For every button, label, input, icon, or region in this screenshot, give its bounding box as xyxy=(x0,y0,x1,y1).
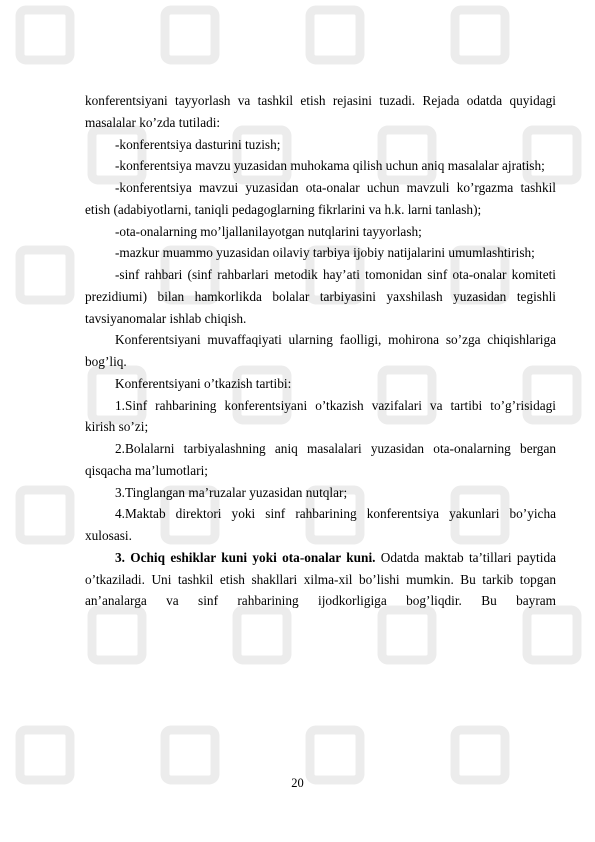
list-item-recommendations: -sinf rahbari (sinf rahbarlari metodik hay’ati tomonidan sinf ota-onalar komiteti prezidiumi) bilan hamkorlikda bolalar tarbiyasini yaxshilash yuzasidan tegishli tavsiyanomalar ishlab chiqish. xyxy=(85,267,556,326)
list-item-generalize: -mazkur muammo yuzasidan oilaviy tarbiya ijobiy natijalarini umumlashtirish; xyxy=(115,245,535,261)
order-item-2: 2.Bolalarni tarbiyalashning aniq masalalari yuzasidan ota-onalarning bergan qisqacha ma’lumotlari; xyxy=(85,441,556,478)
order-item-1: 1.Sinf rahbarining konferentsiyani o’tkazish vazifalari va tartibi to’g’risidagi kirish so’zi; xyxy=(85,397,556,435)
page-number: 20 xyxy=(291,776,304,790)
order-item-3: 3.Tinglangan ma’ruzalar yuzasidan nutqlar; xyxy=(115,484,348,500)
section-open-doors xyxy=(85,547,556,612)
list-item-speeches: -ota-onalarning mo’ljallanilayotgan nutqlarini tayyorlash; xyxy=(115,223,422,239)
section-text: Odatda maktab ta’tillari paytida o’tkaziladi. Uni tashkil etish shakllari xilma-xil bo’lishi mumkin. Bu tarkib topgan an’analarga va sinf rahbarining ijodkorligiga bog’liqdir. Bu bayram xyxy=(85,549,557,609)
list-item-exhibition: -konferentsiya mavzui yuzasidan ota-onalar uchun mavzuli ko’rgazma tashkil etish (adabiyotlarni, taniqli pedagoglarning fikrlarini va h.k. larni tanlash); xyxy=(85,180,556,217)
paragraph-intro: konferentsiyani tayyorlash va tashkil etish rejasini tuzadi. Rejada odatda quyidagi masalalar ko’zda tutiladi: xyxy=(85,93,556,130)
section-heading: 3. Ochiq eshiklar kuni yoki ota-onalar kuni. xyxy=(115,549,376,565)
paragraph-order-heading: Konferentsiyani o’tkazish tartibi: xyxy=(115,375,292,391)
order-item-4: 4.Maktab direktori yoki sinf rahbarining konferentsiya yakunlari bo’yicha xulosasi. xyxy=(85,506,556,543)
document-body xyxy=(85,90,556,612)
list-item-topics: -konferentsiya mavzu yuzasidan muhokama qilish uchun aniq masalalar ajratish; xyxy=(115,158,545,174)
paragraph-success: Konferentsiyani muvaffaqiyati ularning faolligi, mohirona so’zga chiqishlariga bog’liq. xyxy=(85,332,556,369)
list-item-program: -konferentsiya dasturini tuzish; xyxy=(115,136,281,152)
